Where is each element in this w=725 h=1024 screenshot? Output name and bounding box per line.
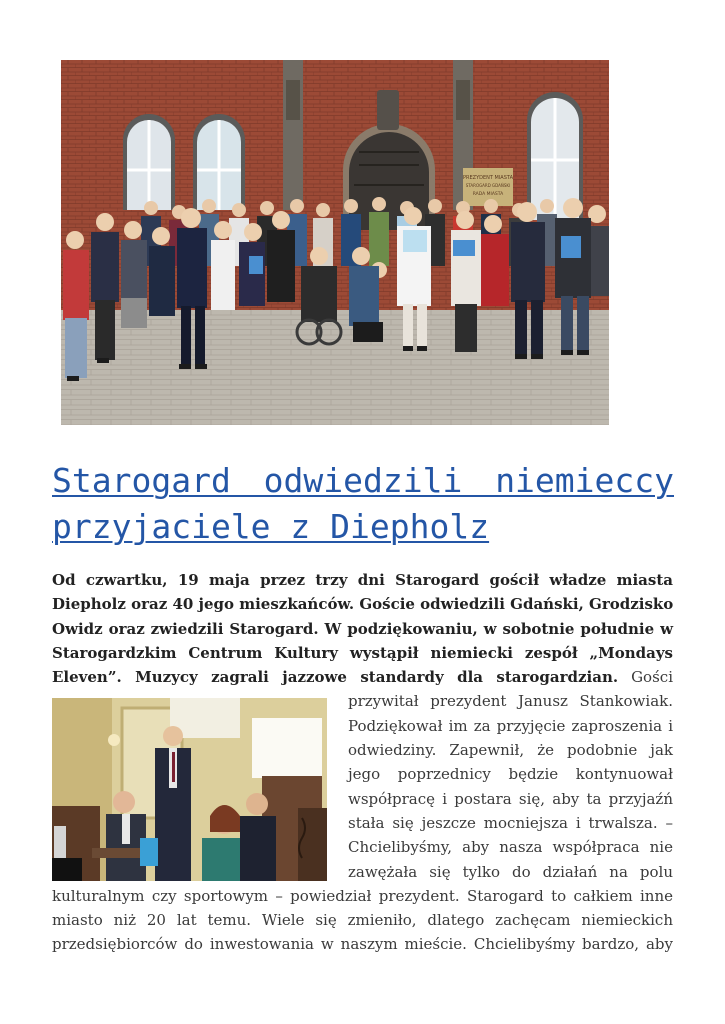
- full-line: przedsiębiorców do inwestowania w naszym mieście. Chcielibyśmy bardzo, aby: [52, 935, 673, 954]
- wrapped-line: stała się jeszcze mocniejsza i trwalsza. –: [348, 813, 673, 832]
- article-title[interactable]: [52, 458, 674, 550]
- wrapped-line: odwiedziny. Zapewnił, że podobnie jak: [348, 741, 673, 760]
- wrapped-line: zawężała się tylko do działań na polu: [348, 862, 673, 881]
- wrapped-line: przywitał prezydent Janusz Stankowiak.: [348, 692, 673, 711]
- article-body: [52, 568, 673, 957]
- plaque-text-3: RADA MIASTA: [472, 192, 504, 197]
- lead-line-end: Eleven”. Muzycy zagrali jazzowe standardy dla starogardzian.: [52, 668, 619, 687]
- mixed-line: [52, 665, 673, 689]
- article-title-line-2[interactable]: przyjaciele z Diepholz: [52, 507, 490, 546]
- wrapped-line: Chcielibyśmy, aby nasza współpraca nie: [348, 838, 673, 857]
- wrapped-line: Podziękował im za przyjęcie zaproszenia i: [348, 716, 673, 735]
- lead-line: Owidz oraz zwiedzili Starogard. W podziękowaniu, w sobotnie południe w: [52, 619, 673, 638]
- window-left-1: [123, 114, 175, 210]
- window-left-2: [193, 114, 245, 210]
- group-photo-illustration: [61, 60, 609, 425]
- article-title-line-1[interactable]: Starogard odwiedzili niemieccy: [52, 461, 674, 500]
- full-line: miasto niż 20 lat temu. Wiele się zmieniło, dlatego zachęcam niemieckich: [52, 911, 673, 930]
- wrapped-line: współpracę i postara się, aby ta przyjaźń: [348, 789, 673, 808]
- lead-line: Starogardzkim Centrum Kultury wystąpił niemiecki zespół „Mondays: [52, 643, 673, 662]
- plaque-text-1: PREZYDENT MIASTA: [463, 175, 513, 181]
- lead-line: Diepholz oraz 40 jego mieszkańców. Goście odwiedzili Gdański, Grodzisko: [52, 595, 674, 614]
- plaque-text-2: STAROGARD GDAŃSKI: [465, 183, 511, 188]
- group-photo: [61, 60, 609, 425]
- wrapped-line: jego poprzednicy będzie kontynuował: [348, 765, 673, 784]
- full-line: kulturalnym czy sportowym – powiedział prezydent. Starogard to całkiem inne: [52, 886, 673, 905]
- lead-line: Od czwartku, 19 maja przez trzy dni Starogard gościł władze miasta: [52, 571, 673, 589]
- body-text-start: Gości: [631, 668, 673, 687]
